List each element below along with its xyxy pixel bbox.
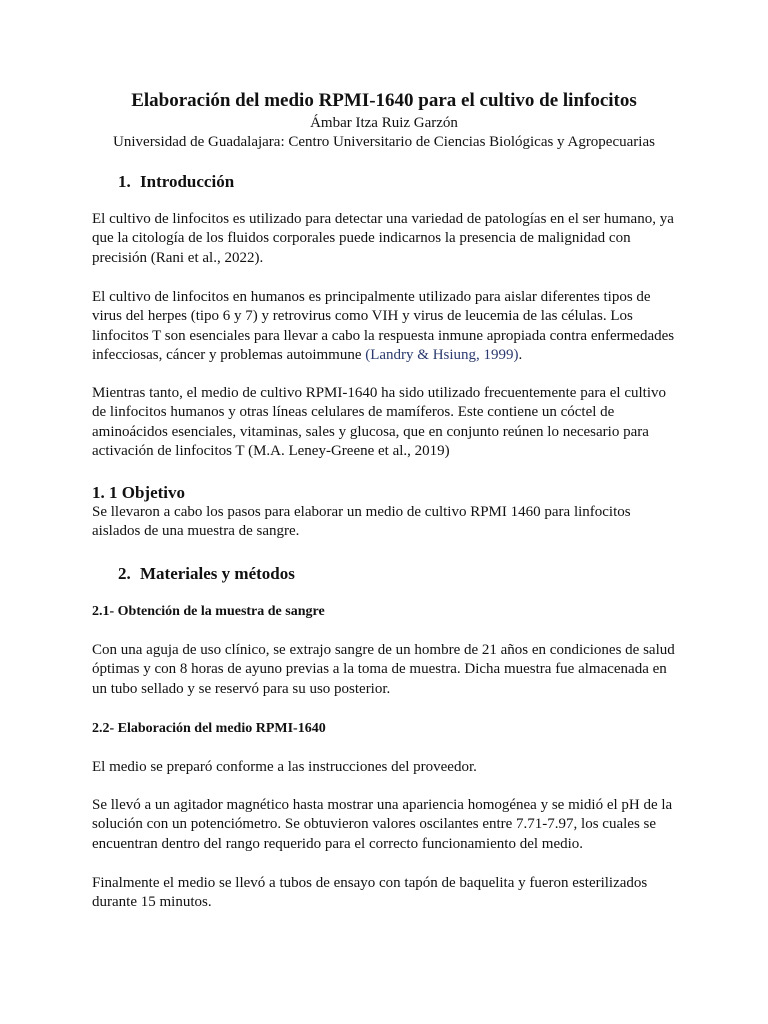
intro-paragraph-1: El cultivo de linfocitos es utilizado para detectar una variedad de patologías en el ser humano, ya que la citología de los fluidos corporales puede indicarnos la presencia de malignidad con precisión (Rani et al., 2022). [92, 211, 674, 266]
methods-2-2-paragraph-3: Finalmente el medio se llevó a tubos de ensayo con tapón de baquelita y fueron esterilizados durante 15 minutos. [92, 875, 648, 911]
methods-2-1-paragraph: Con una aguja de uso clínico, se extrajo sangre de un hombre de 21 años en condiciones de salud óptimas y con 8 horas de ayuno previas a la toma de muestra. Dicha muestra fue almacenada en un tubo sellado y se reservó para su uso posterior. [92, 642, 675, 697]
section-heading-introduccion [118, 171, 234, 193]
affiliation: Universidad de Guadalajara: Centro Universitario de Ciencias Biológicas y Agropecuarias [113, 134, 655, 150]
paper-title: Elaboración del medio RPMI-1640 para el cultivo de linfocitos [131, 90, 637, 111]
objective-paragraph: Se llevaron a cabo los pasos para elaborar un medio de cultivo RPMI 1460 para linfocitos aislados de una muestra de sangre. [92, 504, 631, 540]
section-title: Introducción [140, 172, 235, 191]
subsection-heading-2-2: 2.2- Elaboración del medio RPMI-1640 [92, 721, 326, 736]
paragraph-text: El cultivo de linfocitos en humanos es principalmente utilizado para aislar diferentes tipos de virus del herpes (tipo 6 y 7) y retrovirus como VIH y virus de leucemia de las células. Los linfocitos T son esenciales para llevar a cabo la respuesta inmune apropiada contra enfermedades infecciosas, cáncer y problemas autoimmune [92, 289, 675, 363]
methods-2-2-paragraph-1: El medio se preparó conforme a las instrucciones del proveedor. [92, 759, 477, 775]
section-number: 1. [118, 172, 131, 191]
methods-2-2-paragraph-2: Se llevó a un agitador magnético hasta mostrar una apariencia homogénea y se midió el pH de la solución con un potenciómetro. Se obtuvieron valores oscilantes entre 7.71-7.97, los cuales se encuentran dentro del rango requerido para el correcto funcionamiento del medio. [92, 797, 673, 852]
section-heading-materiales [118, 563, 295, 585]
paragraph-end: . [518, 346, 523, 363]
section-number: 2. [118, 564, 131, 583]
intro-paragraph-2 [92, 288, 682, 365]
citation-link[interactable]: (Landry & Hsiung, 1999) [365, 346, 519, 363]
subsection-heading-objetivo: 1. 1 Objetivo [92, 483, 186, 502]
subsection-heading-2-1: 2.1- Obtención de la muestra de sangre [92, 604, 325, 619]
author-name: Ámbar Itza Ruiz Garzón [310, 115, 458, 131]
intro-paragraph-3: Mientras tanto, el medio de cultivo RPMI-1640 ha sido utilizado frecuentemente para el cultivo de linfocitos humanos y otras líneas celulares de mamíferos. Este contiene un cóctel de aminoácidos esenciales, vitaminas, sales y glucosa, que en conjunto reúnen lo necesario para activación de linfocitos T (M.A. Leney-Greene et al., 2019) [92, 385, 667, 459]
section-title: Materiales y métodos [140, 564, 295, 583]
